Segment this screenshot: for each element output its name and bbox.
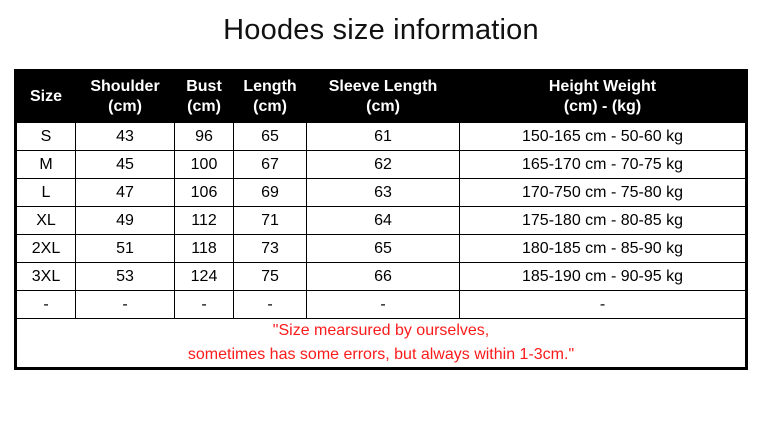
cell-bust: 100 <box>175 151 234 179</box>
cell-length: 65 <box>234 123 307 151</box>
cell-length: 73 <box>234 235 307 263</box>
column-header-size-main: Size <box>29 88 62 105</box>
cell-bust: - <box>175 291 234 319</box>
cell-height-weight: 165-170 cm - 70-75 kg <box>460 151 746 179</box>
cell-shoulder: 49 <box>76 207 175 235</box>
cell-sleeve-length: 63 <box>307 179 460 207</box>
cell-shoulder: 53 <box>76 263 175 291</box>
cell-size: 3XL <box>17 263 76 291</box>
cell-sleeve-length: 66 <box>307 263 460 291</box>
table-row <box>17 151 746 179</box>
cell-shoulder: - <box>76 291 175 319</box>
page-title: Hoodes size information <box>223 14 539 46</box>
column-header-shoulder <box>76 72 175 123</box>
column-header-sleeve-length-main: Sleeve Length <box>328 78 438 95</box>
column-header-bust-main: Bust <box>186 78 222 95</box>
table-body <box>17 123 746 368</box>
measurement-disclaimer <box>17 319 745 367</box>
column-header-bust <box>175 72 234 123</box>
column-header-height-weight <box>460 72 746 123</box>
cell-length: 75 <box>234 263 307 291</box>
cell-sleeve-length: - <box>307 291 460 319</box>
cell-sleeve-length: 65 <box>307 235 460 263</box>
cell-bust: 118 <box>175 235 234 263</box>
column-header-height-weight-sub: (cm) - (kg) <box>563 98 642 115</box>
table-row <box>17 207 746 235</box>
column-header-length <box>234 72 307 123</box>
cell-length: 67 <box>234 151 307 179</box>
cell-shoulder: 45 <box>76 151 175 179</box>
column-header-length-main: Length <box>243 78 297 95</box>
cell-length: 71 <box>234 207 307 235</box>
cell-size: 2XL <box>17 235 76 263</box>
cell-height-weight: 150-165 cm - 50-60 kg <box>460 123 746 151</box>
size-table <box>16 71 746 368</box>
cell-size: XL <box>17 207 76 235</box>
cell-size: M <box>17 151 76 179</box>
column-header-shoulder-sub: (cm) <box>108 98 142 115</box>
cell-height-weight: 180-185 cm - 85-90 kg <box>460 235 746 263</box>
column-header-sleeve-length-sub: (cm) <box>366 98 400 115</box>
cell-size: L <box>17 179 76 207</box>
note-row <box>17 319 746 368</box>
cell-height-weight: 175-180 cm - 80-85 kg <box>460 207 746 235</box>
measurement-disclaimer-line-1: "Size mearsured by ourselves, <box>272 322 490 339</box>
note-cell <box>17 319 746 368</box>
cell-sleeve-length: 64 <box>307 207 460 235</box>
cell-shoulder: 43 <box>76 123 175 151</box>
table-row <box>17 235 746 263</box>
column-header-bust-sub: (cm) <box>187 98 221 115</box>
measurement-disclaimer-line-2: sometimes has some errors, but always within 1-3cm." <box>187 346 575 363</box>
column-header-length-sub: (cm) <box>253 98 287 115</box>
cell-sleeve-length: 62 <box>307 151 460 179</box>
cell-shoulder: 47 <box>76 179 175 207</box>
cell-bust: 106 <box>175 179 234 207</box>
cell-sleeve-length: 61 <box>307 123 460 151</box>
column-header-shoulder-main: Shoulder <box>90 78 160 95</box>
cell-shoulder: 51 <box>76 235 175 263</box>
table-row <box>17 179 746 207</box>
column-header-size <box>17 72 76 123</box>
cell-size: - <box>17 291 76 319</box>
cell-height-weight: 170-750 cm - 75-80 kg <box>460 179 746 207</box>
cell-size: S <box>17 123 76 151</box>
column-header-height-weight-main: Height Weight <box>548 78 657 95</box>
column-header-sleeve-length <box>307 72 460 123</box>
cell-length: - <box>234 291 307 319</box>
cell-bust: 124 <box>175 263 234 291</box>
table-row <box>17 123 746 151</box>
size-table-container <box>14 69 748 370</box>
table-row <box>17 291 746 319</box>
table-header-row <box>17 72 746 123</box>
cell-bust: 96 <box>175 123 234 151</box>
table-header <box>17 72 746 123</box>
cell-length: 69 <box>234 179 307 207</box>
cell-bust: 112 <box>175 207 234 235</box>
cell-height-weight: - <box>460 291 746 319</box>
cell-height-weight: 185-190 cm - 90-95 kg <box>460 263 746 291</box>
table-row <box>17 263 746 291</box>
